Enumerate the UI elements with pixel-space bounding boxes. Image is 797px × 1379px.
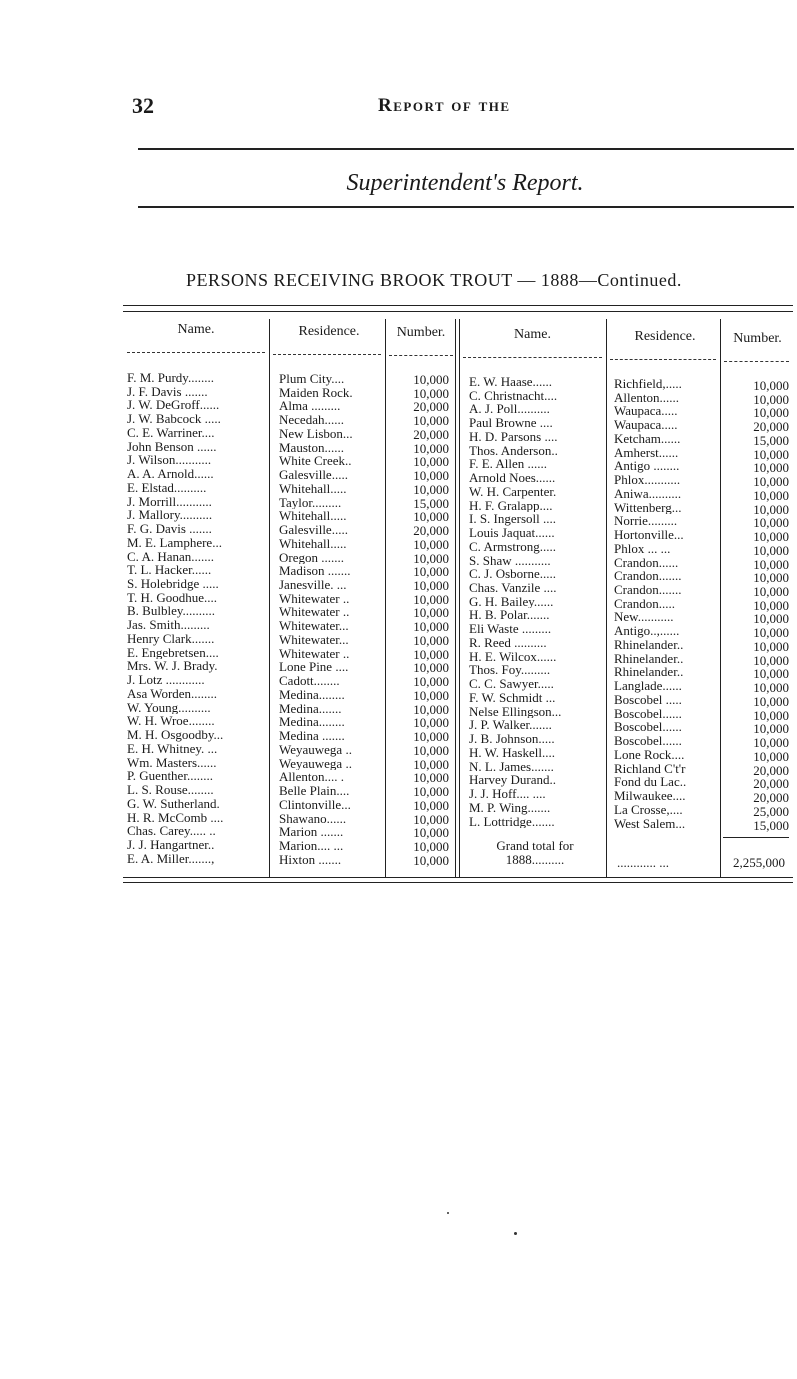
table-cell: 10,000 (753, 708, 789, 723)
table-cell: Cadott........ (279, 674, 340, 688)
table-cell: 10,000 (413, 853, 449, 868)
table-cell: E. Elstad.......... (127, 480, 207, 495)
table-cell: C. C. Sawyer..... (469, 677, 554, 691)
table-cell: Asa Worden........ (127, 686, 218, 701)
table-cell: 10,000 (413, 771, 449, 786)
table-cell: L. Lottridge....... (469, 814, 555, 829)
table-cell: 10,000 (413, 633, 449, 648)
table-cell: 10,000 (413, 510, 449, 525)
table-cell: Allenton.... . (279, 770, 344, 785)
table-cell: Aniwa.......... (614, 486, 682, 501)
table-cell: 10,000 (753, 598, 789, 613)
table-cell: 10,000 (753, 653, 789, 668)
table-cell: Wittenberg... (614, 500, 682, 515)
table-cell: Norrie......... (614, 514, 678, 529)
table-cell: Medina........ (279, 687, 345, 702)
table-cell: Whitehall..... (279, 536, 347, 551)
table-cell: S. Holebridge ..... (127, 577, 219, 591)
table-cell: Eli Waste ......... (469, 622, 552, 636)
table-cell: H. D. Parsons .... (469, 429, 558, 444)
table-cell: 10,000 (413, 606, 449, 621)
table-cell: Allenton...... (614, 390, 679, 405)
table-cell: 10,000 (753, 557, 789, 572)
table-cell: 10,000 (753, 571, 789, 586)
table-cell: 10,000 (413, 579, 449, 593)
table-cell: Weyauwega .. (279, 756, 352, 771)
table-cell: 10,000 (413, 757, 449, 772)
table-cell: 10,000 (753, 475, 789, 489)
table-cell: Whitewater .. (279, 646, 350, 661)
table-cell: 10,000 (413, 551, 449, 566)
table-cell: A. A. Arnold...... (127, 467, 214, 481)
table-cell: 10,000 (413, 661, 449, 676)
table-cell: 10,000 (753, 749, 789, 764)
table-cell: T. H. Goodhue.... (127, 590, 218, 605)
table-bottom-rule (123, 877, 793, 878)
table-cell: Medina........ (279, 715, 345, 730)
table-cell: Fond du Lac.. (614, 775, 687, 790)
page-speck (447, 1212, 449, 1214)
table-cell: 10,000 (753, 543, 789, 558)
table-cell: W. Young.......... (127, 700, 211, 715)
grand-total-label-line1: Grand total for (496, 838, 574, 853)
table-cell: Chas. Vanzile .... (469, 581, 557, 595)
table-cell: Whitewater .. (279, 591, 350, 606)
table-cell: W. H. Wroe........ (127, 714, 215, 729)
table-cell: I. S. Ingersoll .... (469, 512, 557, 527)
table-cell: E. A. Miller......., (127, 851, 215, 866)
table-cell: 20,000 (753, 791, 789, 805)
table-cell: Antigo ........ (614, 459, 680, 474)
table-cell: J. J. Hoff.... .... (469, 787, 546, 801)
table-cell: Boscobel...... (614, 706, 682, 721)
table-cell: F. W. Schmidt ... (469, 690, 556, 705)
table-cell: Mrs. W. J. Brady. (127, 659, 218, 674)
table-cell: 10,000 (413, 620, 449, 634)
table-cell: Rhinelander.. (614, 637, 684, 652)
table-cell: M. E. Lamphere... (127, 535, 222, 550)
table-cell: 10,000 (413, 592, 449, 607)
right-residence-column (614, 377, 718, 830)
header-underline (127, 352, 265, 353)
table-cell: M. P. Wing....... (469, 800, 551, 815)
table-cell: 10,000 (753, 667, 789, 682)
table-cell: Boscobel...... (614, 720, 682, 735)
page-speck (514, 1232, 517, 1235)
table-cell: Harvey Durand.. (469, 773, 556, 788)
table-cell: Henry Clark....... (127, 631, 215, 646)
table-cell: 10,000 (413, 675, 449, 689)
table-cell: Phlox........... (614, 473, 681, 487)
table-cell: T. L. Hacker...... (127, 563, 212, 578)
table-cell: Whitehall..... (279, 481, 347, 496)
column-divider (455, 319, 456, 877)
table-cell: 15,000 (413, 496, 449, 511)
header-underline (389, 355, 453, 356)
table-cell: 10,000 (413, 716, 449, 731)
table-cell: Galesville..... (279, 468, 348, 482)
table-cell: 10,000 (413, 743, 449, 758)
table-cell: Langlade...... (614, 679, 682, 693)
table-cell: Belle Plain.... (279, 784, 350, 798)
table-cell: Madison ....... (279, 564, 351, 579)
table-cell: Phlox ... ... (614, 541, 671, 556)
table-cell: Whitewater... (279, 632, 349, 647)
table-cell: S. Shaw ........... (469, 553, 551, 568)
table-cell: 10,000 (413, 565, 449, 580)
header-underline (724, 361, 789, 362)
table-cell: 10,000 (413, 441, 449, 456)
table-cell: 10,000 (753, 392, 789, 407)
table-cell: J. J. Hangartner.. (127, 837, 215, 852)
section-title: PERSONS RECEIVING BROOK TROUT — 1888—Continued. (186, 270, 682, 290)
table-cell: 10,000 (753, 722, 789, 737)
table-cell: 10,000 (753, 585, 789, 599)
table-cell: N. L. James....... (469, 759, 554, 774)
table-cell: C. A. Hanan....... (127, 549, 215, 564)
table-cell: Taylor......... (279, 495, 342, 510)
table-cell: Thos. Anderson.. (469, 443, 558, 458)
table-cell: Rhinelander.. (614, 651, 684, 666)
table-cell: M. H. Osgoodby... (127, 728, 224, 742)
table-cell: 10,000 (753, 681, 789, 695)
column-header-number-left: Number. (396, 325, 446, 340)
table-cell: Oregon ....... (279, 550, 344, 565)
column-divider (459, 319, 460, 877)
table-cell: Mauston...... (279, 440, 344, 455)
running-head: Report of the (378, 95, 511, 116)
table-cell: 20,000 (413, 400, 449, 415)
table-cell: E. H. Whitney. ... (127, 741, 218, 756)
table-cell: G. H. Bailey...... (469, 594, 554, 609)
table-cell: Paul Browne .... (469, 416, 553, 430)
table-cell: Clintonville... (279, 797, 351, 812)
table-cell: La Crosse,.... (614, 802, 683, 817)
table-cell: F. E. Allen ...... (469, 457, 548, 472)
table-cell: F. M. Purdy........ (127, 371, 214, 385)
table-cell: Whitewater .. (279, 605, 350, 620)
table-cell: 15,000 (753, 433, 789, 448)
column-header-residence-right: Residence. (634, 329, 696, 344)
table-cell: 10,000 (413, 537, 449, 552)
table-cell: Maiden Rock. (279, 385, 353, 400)
table-cell: 10,000 (753, 694, 789, 709)
table-cell: White Creek.. (279, 454, 352, 469)
header-underline (273, 354, 381, 355)
table-cell: 10,000 (413, 386, 449, 401)
table-cell: Crandon...... (614, 555, 679, 570)
table-cell: E. W. Haase...... (469, 375, 553, 389)
table-cell: Hortonville... (614, 528, 684, 542)
table-cell: Waupaca..... (614, 404, 678, 419)
table-cell: Richland C't'r (614, 761, 686, 776)
table-cell: Wm. Masters...... (127, 755, 217, 770)
table-cell: 20,000 (413, 524, 449, 538)
table-cell: Marion.... ... (279, 838, 344, 853)
trout-table (123, 305, 793, 885)
table-cell: J. W. Babcock ..... (127, 412, 221, 426)
table-cell: Amherst...... (614, 445, 679, 460)
table-cell: J. Morrill........... (127, 494, 212, 509)
table-cell: Crandon....... (614, 569, 682, 584)
table-cell: Medina....... (279, 701, 342, 716)
table-cell: 10,000 (413, 688, 449, 703)
table-cell: 10,000 (753, 406, 789, 421)
table-cell: 10,000 (753, 488, 789, 503)
table-cell: 10,000 (413, 812, 449, 827)
column-divider (720, 319, 721, 877)
table-cell: Marion ....... (279, 825, 344, 839)
table-cell: 20,000 (753, 763, 789, 778)
table-cell: J. F. Davis ....... (127, 384, 208, 399)
left-name-column (127, 371, 267, 865)
table-cell: 10,000 (413, 839, 449, 854)
table-cell: Jas. Smith......... (127, 618, 210, 632)
table-bottom-rule-outer (123, 882, 793, 883)
table-top-rule-inner (123, 311, 793, 312)
table-cell: 20,000 (753, 777, 789, 792)
table-cell: 10,000 (413, 785, 449, 799)
table-cell: 10,000 (753, 626, 789, 640)
table-cell: F. G. Davis ....... (127, 522, 212, 536)
table-cell: 10,000 (753, 516, 789, 531)
table-cell: 10,000 (413, 373, 449, 387)
table-cell: Arnold Noes...... (469, 471, 556, 485)
column-divider (606, 319, 607, 877)
column-header-name-left: Name. (177, 322, 215, 337)
table-cell: 15,000 (753, 818, 789, 833)
table-cell: 10,000 (413, 702, 449, 717)
table-cell: L. S. Rouse........ (127, 783, 214, 797)
table-cell: 10,000 (753, 461, 789, 476)
table-cell: J. P. Walker....... (469, 718, 552, 733)
table-cell: Milwaukee.... (614, 789, 686, 803)
table-cell: P. Guenther........ (127, 769, 213, 784)
table-cell: E. Engebretsen.... (127, 645, 219, 660)
table-cell: A. J. Poll.......... (469, 402, 550, 417)
table-cell: Crandon....... (614, 583, 682, 597)
table-cell: Plum City.... (279, 372, 345, 386)
table-cell: New Lisbon... (279, 426, 353, 441)
table-cell: J. Mallory.......... (127, 508, 213, 523)
table-cell: 10,000 (413, 647, 449, 662)
table-cell: John Benson ...... (127, 439, 217, 454)
table-cell: 20,000 (413, 427, 449, 442)
table-cell: Weyauwega .. (279, 742, 352, 757)
table-cell: New........... (614, 610, 674, 625)
table-cell: J. B. Johnson..... (469, 732, 555, 746)
table-cell: West Salem... (614, 816, 686, 831)
table-cell: Rhinelander.. (614, 665, 684, 680)
total-rule (723, 837, 789, 838)
table-cell: Antigo..,...... (614, 624, 680, 638)
table-cell: 10,000 (413, 414, 449, 428)
table-cell: Crandon..... (614, 596, 676, 611)
table-cell: Lone Pine .... (279, 660, 349, 675)
table-cell: 10,000 (413, 482, 449, 497)
table-cell: 10,000 (413, 826, 449, 840)
column-divider (269, 319, 270, 877)
table-cell: Lone Rock.... (614, 747, 685, 762)
table-cell: Alma ......... (279, 399, 341, 414)
table-cell: B. Bulbley.......... (127, 604, 215, 619)
table-cell: 10,000 (413, 730, 449, 744)
table-cell: 10,000 (753, 447, 789, 462)
table-cell: Thos. Foy......... (469, 663, 551, 678)
table-cell: Louis Jaquat...... (469, 526, 555, 540)
column-header-name-right: Name. (514, 327, 551, 342)
column-divider (385, 319, 386, 877)
grand-total-label-line2: 1888.......... (505, 852, 565, 867)
table-cell: 10,000 (413, 469, 449, 483)
table-cell: H. B. Polar....... (469, 608, 550, 623)
table-cell: H. W. Haskell.... (469, 745, 555, 760)
table-cell: Whitewater... (279, 619, 349, 633)
header-underline (610, 359, 716, 360)
table-cell: W. H. Carpenter. (469, 484, 557, 499)
top-rule (138, 148, 794, 150)
table-cell: 10,000 (753, 502, 789, 517)
table-cell: Janesville. ... (279, 578, 347, 592)
table-cell: Galesville..... (279, 523, 348, 537)
table-cell: Richfield,..... (614, 377, 682, 391)
subhead-rule (138, 206, 794, 208)
grand-total-label (463, 839, 607, 867)
table-cell: Medina ....... (279, 729, 345, 743)
table-cell: 25,000 (753, 804, 789, 819)
column-header-residence-left: Residence. (298, 324, 360, 339)
table-cell: J. W. DeGroff...... (127, 398, 220, 413)
table-cell: 10,000 (753, 639, 789, 654)
table-cell: 10,000 (753, 379, 789, 393)
table-cell: H. R. McComb .... (127, 810, 224, 825)
table-cell: Nelse Ellingson... (469, 704, 562, 719)
table-cell: C. Armstrong..... (469, 539, 557, 554)
header-underline (463, 357, 602, 358)
table-cell: 10,000 (753, 612, 789, 627)
table-cell: Waupaca..... (614, 418, 678, 432)
table-cell: Ketcham...... (614, 431, 681, 446)
table-cell: J. Wilson........... (127, 453, 212, 468)
left-residence-column (279, 372, 383, 866)
table-cell: Shawano...... (279, 811, 347, 826)
table-cell: Hixton ....... (279, 852, 342, 867)
table-cell: C. E. Warriner.... (127, 425, 215, 440)
grand-total-dots: ............ ... (617, 855, 669, 870)
table-top-rule (123, 305, 793, 306)
table-cell: Boscobel ..... (614, 692, 682, 707)
table-cell: 10,000 (413, 798, 449, 813)
table-cell: C. J. Osborne..... (469, 567, 557, 582)
table-cell: Necedah...... (279, 413, 344, 427)
table-cell: G. W. Sutherland. (127, 796, 220, 811)
column-header-number-right: Number. (733, 331, 782, 346)
table-cell: 10,000 (413, 455, 449, 470)
subhead: Superintendent's Report. (346, 170, 584, 196)
table-cell: H. F. Gralapp.... (469, 498, 553, 513)
table-cell: R. Reed .......... (469, 635, 547, 650)
grand-total-value: 2,255,000 (733, 855, 785, 870)
right-name-column (469, 375, 605, 828)
table-cell: 20,000 (753, 420, 789, 434)
table-cell: 10,000 (753, 736, 789, 750)
table-cell: J. Lotz ............ (127, 673, 205, 687)
table-cell: Whitehall..... (279, 509, 347, 524)
table-cell: 10,000 (753, 530, 789, 544)
table-cell: Chas. Carey..... .. (127, 824, 216, 838)
table-cell: Boscobel...... (614, 734, 682, 748)
left-number-column (389, 373, 449, 867)
table-cell: H. E. Wilcox...... (469, 649, 557, 664)
table-cell: C. Christnacht.... (469, 388, 558, 403)
right-number-column (725, 379, 789, 832)
page-number: 32 (132, 93, 154, 118)
